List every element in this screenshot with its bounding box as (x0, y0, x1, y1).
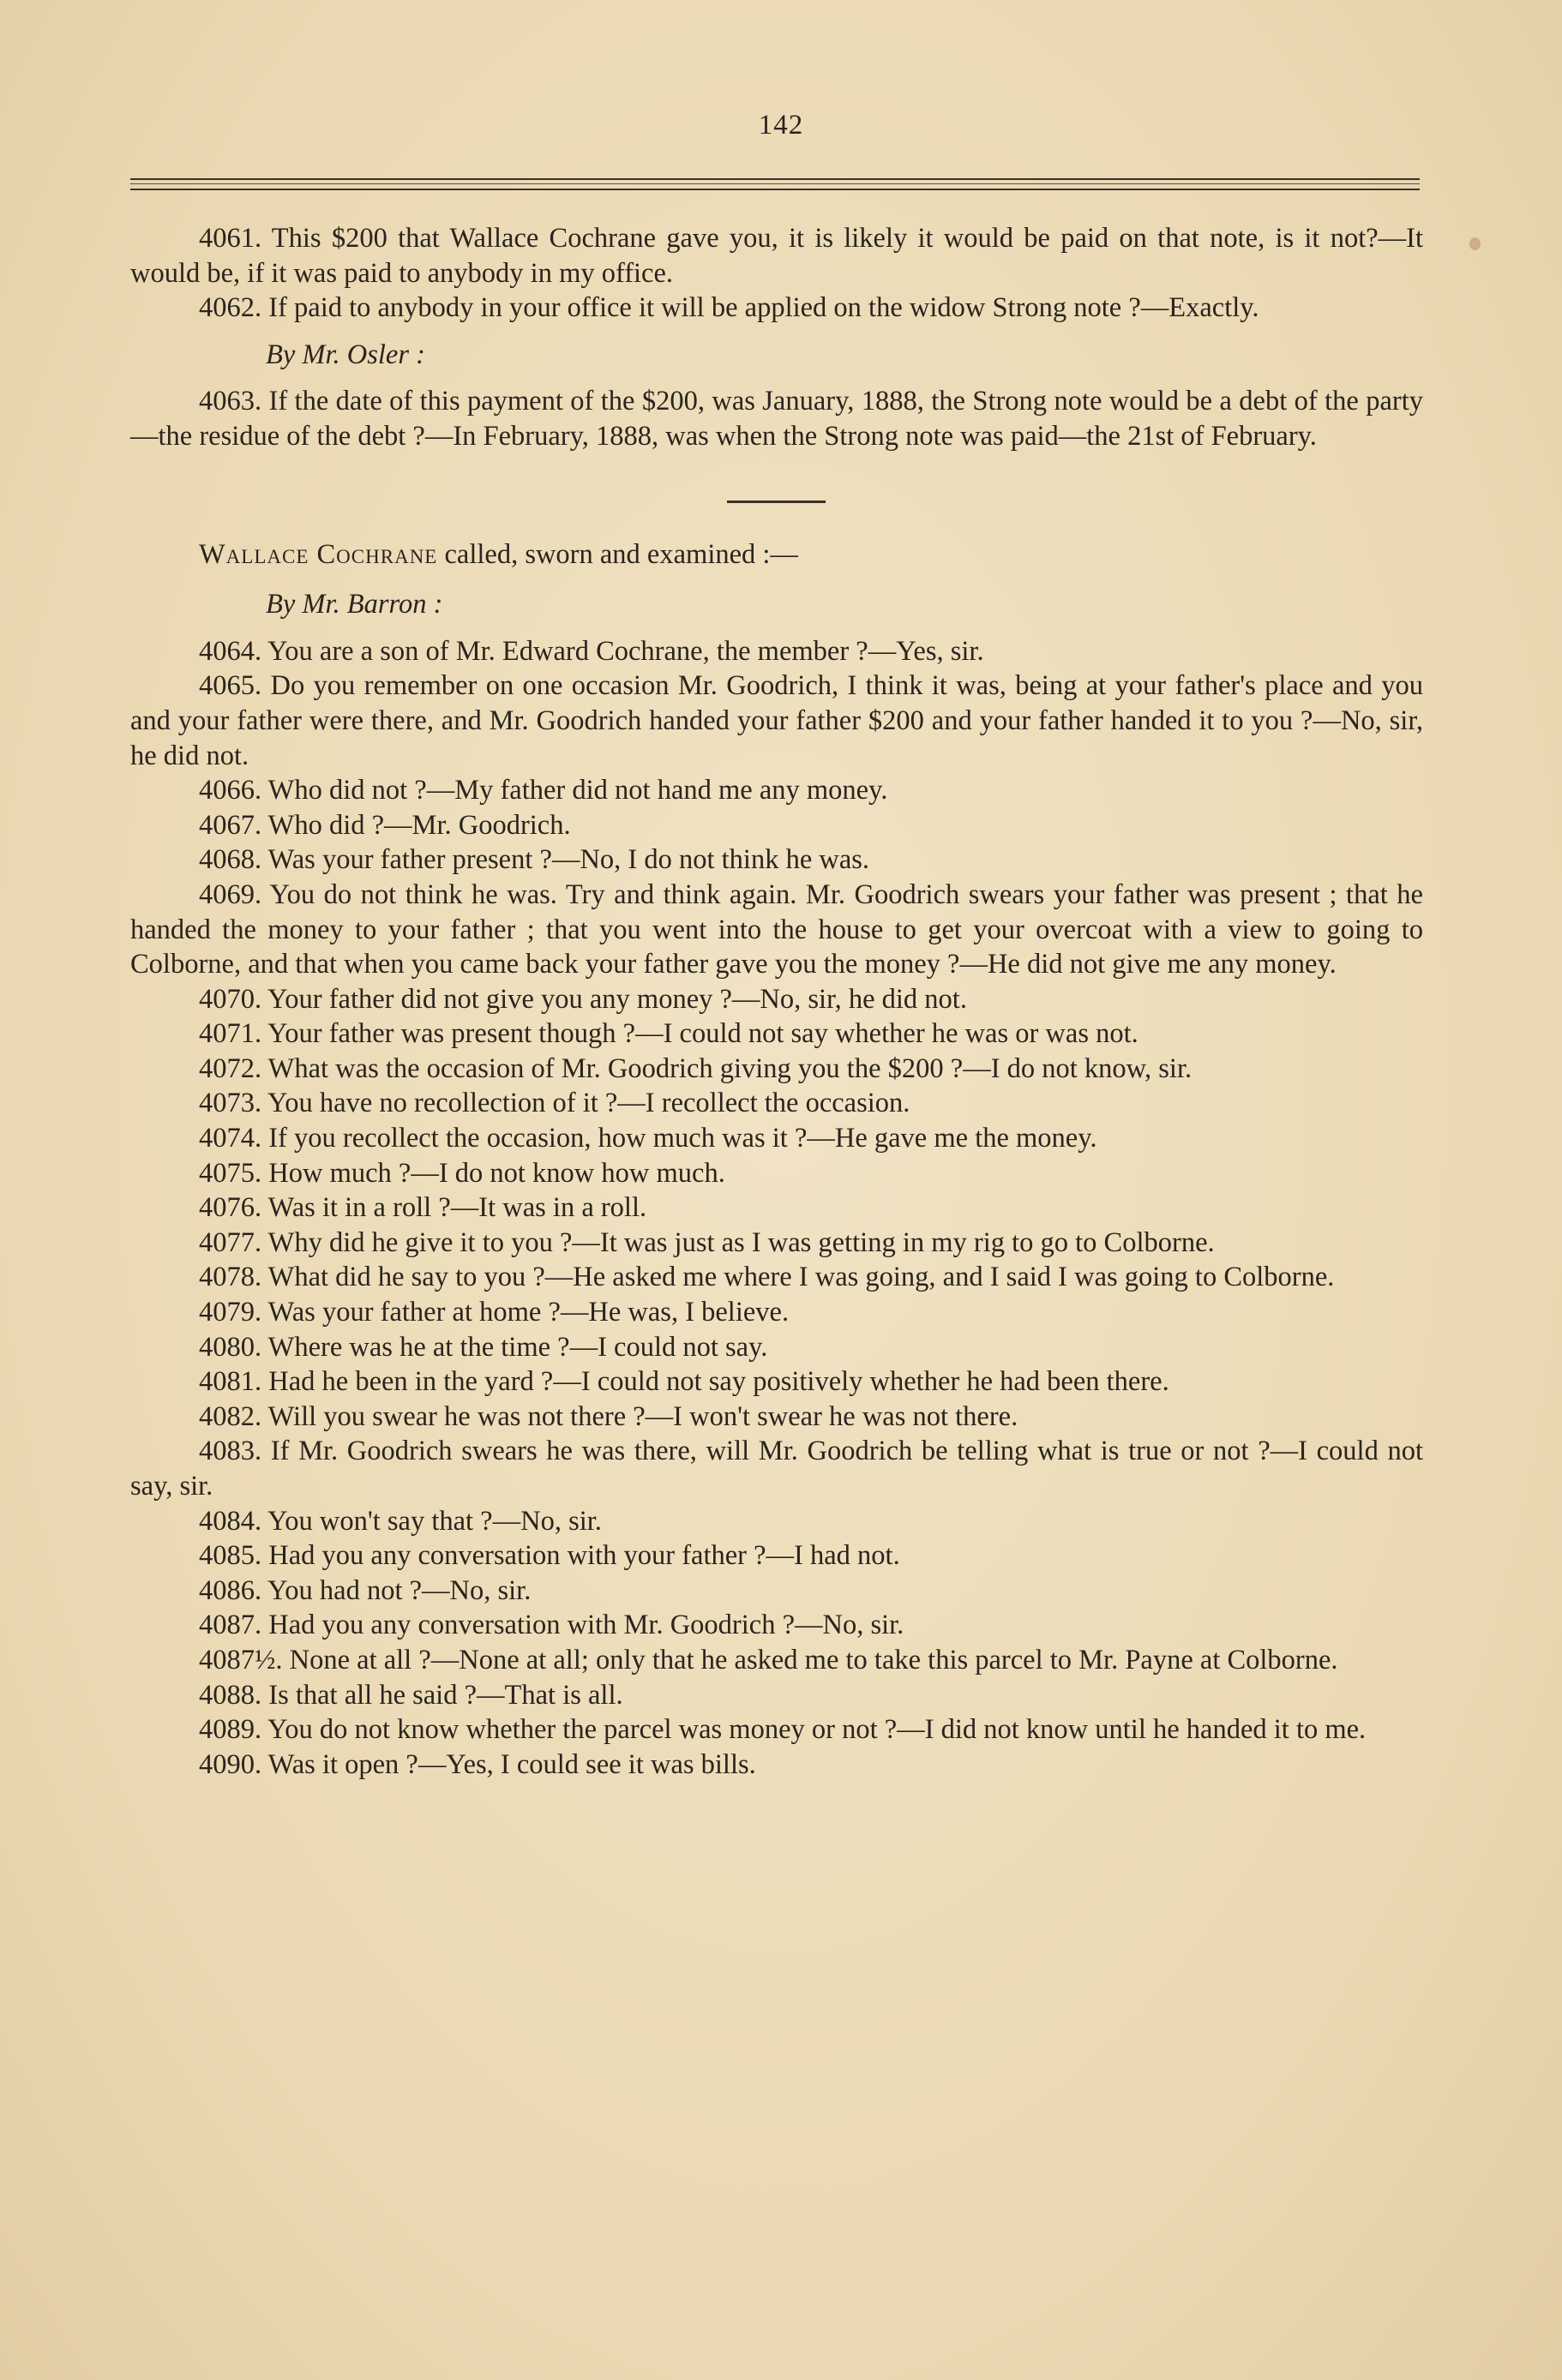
question-number: 4066. (199, 775, 262, 806)
question-text: If paid to anybody in your office it will be applied on the widow Strong note ?—Exactly. (268, 292, 1259, 324)
question-number: 4071. (199, 1018, 262, 1050)
question-paragraph (130, 1748, 1423, 1783)
question-paragraph (130, 1190, 1423, 1226)
witness-heading (130, 537, 1423, 573)
question-number: 4082. (199, 1400, 262, 1432)
question-number: 4085. (199, 1540, 262, 1572)
question-text: You do not know whether the parcel was money or not ?—I did not know until he handed it to me. (267, 1714, 1367, 1746)
question-paragraph (130, 1226, 1423, 1261)
question-text: Your father was present though ?—I could not say whether he was or was not. (267, 1018, 1138, 1050)
question-number: 4061. (199, 223, 262, 254)
question-paragraph (130, 808, 1423, 843)
question-paragraph (130, 1400, 1423, 1435)
question-text: What was the occasion of Mr. Goodrich giving you the $200 ?—I do not know, sir. (267, 1052, 1193, 1084)
question-paragraph (130, 1052, 1423, 1087)
question-number: 4073. (199, 1088, 262, 1119)
question-paragraph (130, 878, 1423, 982)
witness-name: Wallace Cochrane (199, 538, 438, 570)
testimony-block-barron (130, 634, 1423, 1783)
question-text: You won't say that ?—No, sir. (267, 1505, 602, 1537)
examiner-heading-osler: By Mr. Osler : (266, 339, 425, 370)
question-number: 4088. (199, 1679, 262, 1711)
question-text: How much ?—I do not know how much. (268, 1157, 725, 1189)
question-number: 4081. (199, 1366, 262, 1398)
question-paragraph (130, 1504, 1423, 1539)
question-number: 4074. (199, 1123, 262, 1154)
question-text: You have no recollection of it ?—I recollect the occasion. (267, 1088, 910, 1119)
question-number: 4069. (199, 878, 262, 910)
question-paragraph (130, 773, 1423, 808)
question-text: Why did he give it to you ?—It was just as I was getting in my rig to go to Colborne. (267, 1226, 1215, 1258)
question-text: Had he been in the yard ?—I could not say positively whether he had been there. (268, 1366, 1169, 1398)
examiner-heading-barron: By Mr. Barron : (266, 589, 443, 620)
question-text: You are a son of Mr. Edward Cochrane, the member ?—Yes, sir. (267, 635, 984, 667)
question-number: 4075. (199, 1157, 262, 1189)
question-text: Do you remember on one occasion Mr. Goodrich, I think it was, being at your father's place and you and your father were there, and Mr. Goodrich handed your father $200 and your father handed it to you ?—No, sir, he did not. (130, 670, 1423, 771)
question-paragraph (130, 842, 1423, 878)
paper-stain (1469, 237, 1481, 250)
question-text: If Mr. Goodrich swears he was there, will Mr. Goodrich be telling what is true or not ?—I could not say, sir. (130, 1436, 1424, 1502)
question-number: 4087½. (199, 1644, 283, 1676)
question-text: Was your father present ?—No, I do not think he was. (267, 844, 870, 876)
question-text: Who did ?—Mr. Goodrich. (267, 809, 571, 841)
question-text: Was your father at home ?—He was, I believe. (267, 1297, 790, 1328)
question-paragraph (130, 1712, 1423, 1748)
question-paragraph (130, 982, 1423, 1017)
question-text: You had not ?—No, sir. (267, 1574, 532, 1606)
header-double-rule (130, 178, 1420, 190)
question-paragraph (130, 1434, 1423, 1503)
question-text: What did he say to you ?—He asked me where I was going, and I said I was going to Colborne. (267, 1262, 1335, 1293)
question-number: 4063. (199, 386, 262, 417)
section-divider (727, 501, 826, 503)
document-body (130, 221, 1423, 1782)
question-text: Your father did not give you any money ?—No, sir, he did not. (267, 983, 967, 1015)
question-number: 4070. (199, 983, 262, 1015)
question-number: 4089. (199, 1714, 262, 1746)
question-text: Who did not ?—My father did not hand me any money. (267, 775, 888, 806)
question-paragraph (130, 1678, 1423, 1713)
question-text: This $200 that Wallace Cochrane gave you, it is likely it would be paid on that note, is it not?—It would be, if it was paid to anybody in my office. (130, 223, 1423, 289)
question-text: Had you any conversation with Mr. Goodrich ?—No, sir. (268, 1610, 904, 1641)
question-number: 4087. (199, 1610, 262, 1641)
question-paragraph (130, 1086, 1423, 1121)
question-number: 4064. (199, 635, 262, 667)
question-paragraph (130, 1156, 1423, 1191)
question-text: Will you swear he was not there ?—I won't swear he was not there. (267, 1400, 1018, 1432)
question-number: 4068. (199, 844, 262, 876)
question-number: 4077. (199, 1226, 262, 1258)
question-number: 4084. (199, 1505, 262, 1537)
question-text: You do not think he was. Try and think again. Mr. Goodrich swears your father was present ; that he handed the money to your father ; that you went into the house to get your overcoat with a view to going to Colborne, and that when you came back your father gave you the money ?—He did not give me any money. (130, 878, 1423, 980)
testimony-block-osler (130, 384, 1423, 453)
question-paragraph (130, 1295, 1423, 1330)
question-number: 4079. (199, 1297, 262, 1328)
question-text: Was it in a roll ?—It was in a roll. (267, 1192, 647, 1224)
question-paragraph (130, 221, 1423, 291)
question-text: Was it open ?—Yes, I could see it was bills. (267, 1748, 756, 1780)
question-number: 4090. (199, 1748, 262, 1780)
question-paragraph (130, 1538, 1423, 1574)
question-paragraph (130, 1574, 1423, 1609)
witness-heading-rest: called, sworn and examined :— (444, 538, 798, 570)
question-paragraph (130, 384, 1423, 453)
question-paragraph (130, 1330, 1423, 1365)
question-number: 4072. (199, 1052, 262, 1084)
testimony-block-top (130, 221, 1423, 326)
question-paragraph (130, 1608, 1423, 1643)
question-text: Is that all he said ?—That is all. (268, 1679, 623, 1711)
question-text: Where was he at the time ?—I could not say. (267, 1331, 768, 1363)
question-text: Had you any conversation with your father ?—I had not. (268, 1540, 900, 1572)
question-number: 4083. (199, 1436, 262, 1467)
question-paragraph (130, 291, 1423, 326)
question-paragraph (130, 1643, 1423, 1678)
question-number: 4080. (199, 1331, 262, 1363)
question-paragraph (130, 1364, 1423, 1400)
question-number: 4076. (199, 1192, 262, 1224)
page-number: 142 (758, 110, 804, 141)
question-number: 4062. (199, 292, 262, 324)
question-number: 4067. (199, 809, 262, 841)
question-text: If you recollect the occasion, how much was it ?—He gave me the money. (268, 1123, 1097, 1154)
question-text: If the date of this payment of the $200, was January, 1888, the Strong note would be a debt of the party—the residue of the debt ?—In February, 1888, was when the Strong note was paid—the 21st of February. (130, 386, 1423, 452)
question-text: None at all ?—None at all; only that he asked me to take this parcel to Mr. Payne at Colborne. (289, 1644, 1338, 1676)
question-paragraph (130, 1121, 1423, 1156)
question-number: 4065. (199, 670, 262, 702)
question-number: 4086. (199, 1574, 262, 1606)
question-number: 4078. (199, 1262, 262, 1293)
question-paragraph (130, 668, 1423, 773)
question-paragraph (130, 1016, 1423, 1052)
question-paragraph (130, 634, 1423, 669)
question-paragraph (130, 1260, 1423, 1295)
